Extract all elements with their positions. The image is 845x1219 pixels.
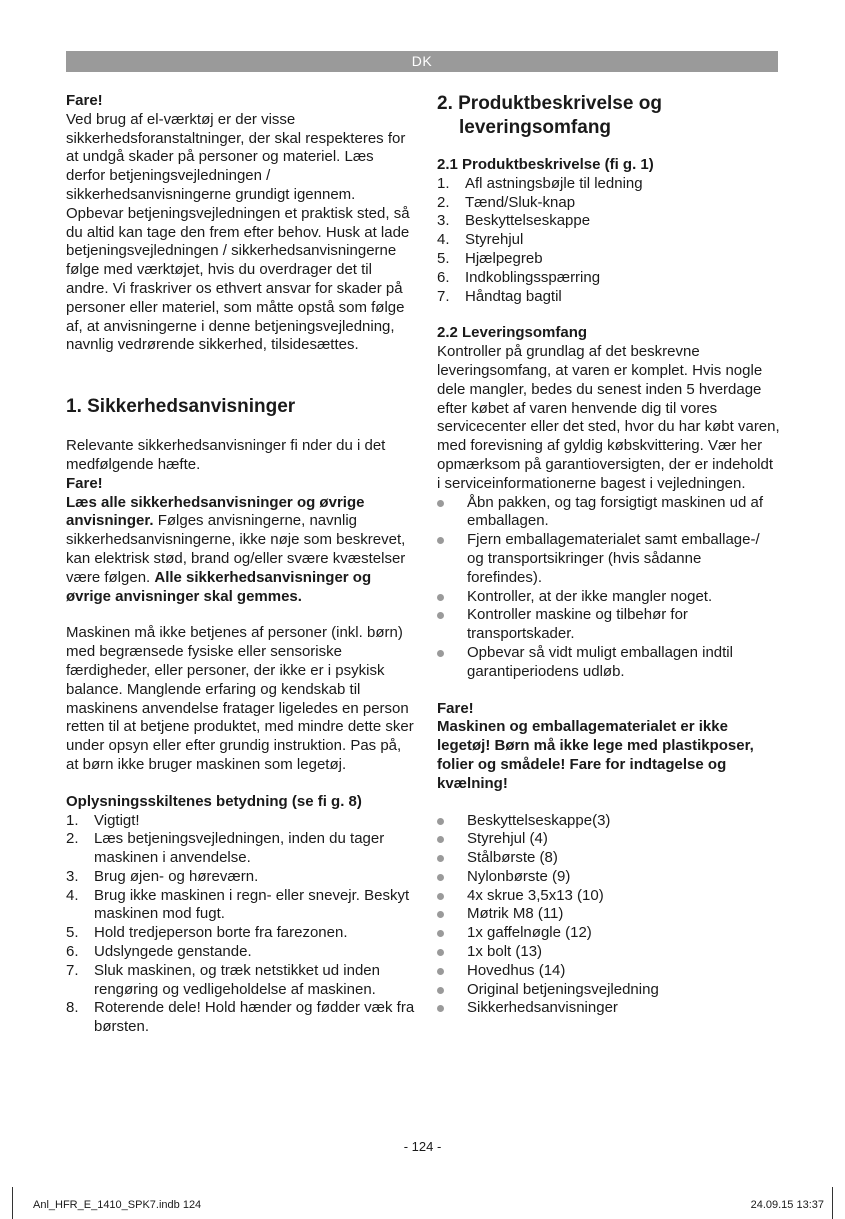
list-item-text: Åbn pakken, og tag forsigtigt maskinen ud af emballagen. [467, 493, 764, 530]
bullet-icon [437, 818, 444, 825]
list-item [437, 588, 780, 607]
list-item-number: 6. [437, 268, 450, 286]
bullet-icon [437, 500, 444, 507]
children-paragraph: Maskinen må ikke betjenes af personer (inkl. børn) med begrænsede fysiske eller sensoriske færdigheder, eller personer, der ikke er i psykisk balance. Manglende erfaring og kendskab til maskinens anvendelse fratager ligeledes en person retten til at betjene produktet, med mindre dette sker under opsyn eller efter grundig instruktion. Pas på, at børn ikke bruger maskinen som legetøj. [66, 624, 414, 773]
list-item-text: Brug ikke maskinen i regn- eller snevejr. Beskyt maskinen mod fugt. [94, 886, 410, 923]
section-1-intro: Relevante sikkerhedsanvisninger fi nder du i det medfølgende hæfte. [66, 437, 386, 473]
list-item-number: 7. [437, 287, 450, 305]
list-item [66, 812, 416, 831]
list-item-text: Stålbørste (8) [467, 849, 558, 867]
danger-bold-2: Alle sikkerhedsanvisninger og øvrige anvisninger skal gemmes. [66, 568, 372, 605]
subsection-2-2-title: 2.2 Leveringsomfang [437, 324, 588, 342]
section-2-title: 2. Produktbeskrivelse og leveringsomfang [437, 93, 662, 138]
list-item-text: Opbevar så vidt muligt emballagen indtil garantiperiodens udløb. [467, 643, 733, 680]
list-item-text: 1x bolt (13) [467, 943, 543, 961]
list-item-text: Styrehjul [465, 231, 524, 249]
list-item-number: 4. [66, 886, 79, 904]
list-item-text: Sluk maskinen, og træk netstikket ud inden rengøring og vedligeholdelse af maskinen. [94, 961, 380, 998]
list-item [437, 830, 780, 849]
danger-text-2: Følges anvisningerne, navnlig sikkerhedsanvisningerne, ikke nøje som beskrevet, kan elektrisk stød, brand og/eller svære kvæstelser være følgen. [66, 512, 406, 586]
list-item-number: 3. [437, 212, 450, 230]
list-item [437, 887, 780, 906]
list-item-text: Kontroller, at der ikke mangler noget. [467, 587, 713, 605]
list-item-text: Afl astningsbøjle til ledning [465, 174, 643, 192]
bullet-icon [437, 949, 444, 956]
list-item [437, 250, 780, 269]
danger-text-3: Maskinen og emballagematerialet er ikke legetøj! Børn må ikke lege med plastikposer, folier og smådele! Fare for indtagelse og kvælning! [437, 718, 754, 792]
list-item [437, 644, 780, 682]
list-item-number: 3. [66, 867, 79, 885]
bullet-icon [437, 1005, 444, 1012]
list-item [437, 849, 780, 868]
list-item [66, 887, 416, 925]
danger-title: Fare! [66, 92, 103, 109]
list-item-number: 2. [66, 830, 79, 848]
list-item [437, 943, 780, 962]
list-item-number: 6. [66, 943, 79, 961]
list-item-number: 8. [66, 999, 79, 1017]
list-item [437, 606, 780, 644]
list-item [437, 288, 780, 307]
print-date: 24.09.15 13:37 [750, 1199, 824, 1211]
crop-mark-right [832, 1187, 833, 1219]
danger-paragraph-2 [66, 494, 416, 607]
list-item [437, 194, 780, 213]
section-1-title: 1. Sikkerhedsanvisninger [66, 396, 296, 418]
list-item-text: Roterende dele! Hold hænder og fødder væk fra børsten. [94, 999, 415, 1036]
bullet-icon [437, 855, 444, 862]
list-item [437, 269, 780, 288]
list-item [437, 999, 780, 1018]
list-item-text: Sikkerhedsanvisninger [467, 999, 618, 1017]
list-item [437, 924, 780, 943]
checklist [437, 494, 780, 682]
bullet-icon [437, 612, 444, 619]
list-item-text: Original betjeningsvejledning [467, 980, 659, 998]
list-item [66, 924, 416, 943]
list-item-text: Hold tredjeperson borte fra farezonen. [94, 924, 348, 942]
subsection-2-2-text: Kontroller på grundlag af det beskrevne leveringsomfang, at varen er komplet. Hvis nogle dele mangler, bedes du senest inden 5 hverdage efter købet af varen henvende dig til vores servicecenter eller det sted, hvor du har købt varen, med forevisning af gyldig købskvittering. Vær her opmærksom på garantioversigten, der er indeholdt i serviceinformationerne bagest i vejledningen. [437, 343, 780, 492]
right-column [437, 92, 780, 1018]
parts-list [437, 175, 780, 307]
subsection-2-1-title: 2.1 Produktbeskrivelse (fi g. 1) [437, 156, 654, 173]
list-item-text: Håndtag bagtil [465, 287, 562, 305]
list-item [437, 531, 780, 587]
list-item [66, 830, 416, 868]
danger-title-3: Fare! [437, 699, 474, 717]
list-item-number: 7. [66, 961, 79, 979]
danger-title-2: Fare! [66, 474, 103, 492]
list-item-number: 4. [437, 231, 450, 249]
list-item [437, 231, 780, 250]
list-item-number: 5. [66, 924, 79, 942]
list-item-number: 1. [437, 174, 450, 192]
bullet-icon [437, 836, 444, 843]
list-item [66, 943, 416, 962]
list-item-text: Vigtigt! [94, 811, 140, 829]
bullet-icon [437, 987, 444, 994]
list-item-text: Hovedhus (14) [467, 961, 566, 979]
language-header-bar [66, 51, 778, 72]
list-item-text: Nylonbørste (9) [467, 867, 571, 885]
list-item-number: 1. [66, 811, 79, 829]
list-item [437, 212, 780, 231]
list-item [437, 981, 780, 1000]
list-item-text: 1x gaffelnøgle (12) [467, 924, 592, 942]
list-item [437, 812, 780, 831]
list-item [437, 494, 780, 532]
list-item-number: 5. [437, 249, 450, 267]
list-item-text: Møtrik M8 (11) [467, 905, 564, 923]
list-item-text: Tænd/Sluk-knap [465, 193, 576, 211]
file-info: Anl_HFR_E_1410_SPK7.indb 124 [33, 1199, 202, 1211]
bullet-icon [437, 911, 444, 918]
danger-bold-1: Læs alle sikkerhedsanvisninger og øvrige anvisninger. [66, 493, 365, 530]
list-item-text: Udslyngede genstande. [94, 943, 252, 961]
list-item-number: 2. [437, 193, 450, 211]
list-item [66, 999, 416, 1037]
language-label: DK [411, 53, 433, 69]
list-item-text: Hjælpegreb [465, 249, 543, 267]
list-item-text: Læs betjeningsvejledningen, inden du tager maskinen i anvendelse. [94, 830, 385, 867]
list-item-text: Beskyttelseskappe(3) [467, 811, 611, 829]
list-item-text: Brug øjen- og høreværn. [94, 867, 259, 885]
list-item [437, 175, 780, 194]
list-item [437, 868, 780, 887]
bullet-icon [437, 650, 444, 657]
list-item [66, 962, 416, 1000]
bullet-icon [437, 930, 444, 937]
crop-mark-left [12, 1187, 13, 1219]
bullet-icon [437, 594, 444, 601]
list-item-text: 4x skrue 3,5x13 (10) [467, 886, 604, 904]
list-item-text: Kontroller maskine og tilbehør for transportskader. [467, 606, 688, 643]
list-item-text: Fjern emballagematerialet samt emballage-/ og transportsikringer (hvis sådanne forefindes). [467, 531, 760, 586]
list-item [66, 868, 416, 887]
danger-text: Ved brug af el-værktøj er der visse sikkerhedsforanstaltninger, der skal respekteres for at undgå skader på personer og materiel. Læs derfor betjeningsvejledningen / sikkerhedsanvisningerne grundigt igennem. Opbevar betjeningsvejledningen et praktisk sted, så du altid kan tage den frem efter behov. Husk at lade betjeningsvejledningen / sikkerhedsanvisningerne følge med værktøjet, hvis du overdrager det til andre. Vi fraskriver os ethvert ansvar for skader på personer eller materiel, som måtte opstå som følge af, at anvisningerne i denne betjeningsvejledning, navnlig vedrørende sikkerhed, tilsidesættes. [66, 110, 410, 354]
page-number: - 124 - [403, 1139, 442, 1154]
list-item-text: Styrehjul (4) [467, 830, 548, 848]
signs-list [66, 812, 416, 1038]
signs-title: Oplysningsskiltenes betydning (se fi g. 8) [66, 792, 362, 810]
list-item-text: Beskyttelseskappe [465, 212, 591, 230]
bullet-icon [437, 968, 444, 975]
bullet-icon [437, 537, 444, 544]
bullet-icon [437, 893, 444, 900]
list-item [437, 905, 780, 924]
left-column [66, 92, 416, 1037]
contents-list [437, 812, 780, 1019]
list-item-text: Indkoblingsspærring [465, 268, 601, 286]
list-item [437, 962, 780, 981]
bullet-icon [437, 874, 444, 881]
